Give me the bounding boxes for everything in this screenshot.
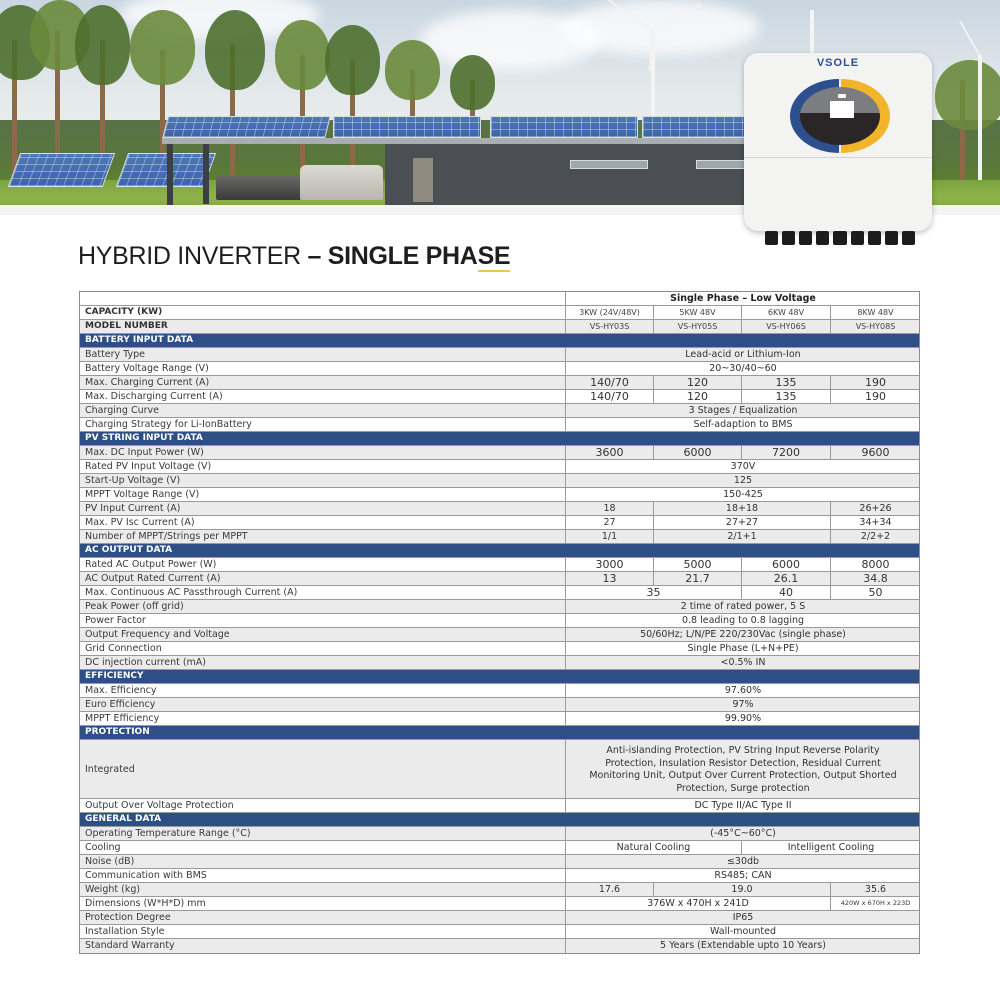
capacity-row: [80, 306, 919, 320]
wind-turbine: [978, 55, 982, 180]
inverter-panel-seam: [744, 157, 932, 158]
cell: 420W x 670H x 223D: [840, 899, 911, 907]
table-row: [80, 446, 919, 460]
cell: 18+18: [654, 502, 831, 515]
cable-gland: [885, 231, 898, 245]
table-row: [80, 362, 919, 376]
page-title: [78, 242, 510, 271]
cable-gland: [782, 231, 795, 245]
cell: 3KW (24V/48V): [566, 306, 654, 319]
cell: 9600: [861, 446, 890, 459]
table-row: [80, 897, 919, 911]
cell: 18: [566, 502, 654, 515]
cell: 17.6: [566, 883, 654, 896]
row-label: Installation Style: [80, 925, 566, 938]
cell: (-45°C~60°C): [710, 828, 776, 839]
tree-canopy: [275, 20, 330, 90]
cell: 135: [742, 376, 831, 389]
car-white-suv: [300, 165, 383, 200]
cell: 6000: [742, 558, 831, 571]
cell: 1/1: [566, 530, 654, 543]
table-row: [80, 558, 919, 572]
inverter-cable-glands: [765, 231, 915, 245]
roof-solar-panel: [490, 116, 638, 138]
cell: 190: [865, 376, 886, 389]
section-pv-string: [80, 432, 919, 446]
table-row: [80, 869, 919, 883]
cell: 190: [865, 390, 886, 403]
cell: 3 Stages / Equalization: [688, 405, 798, 416]
title-phase: SINGLE PHA: [327, 242, 478, 270]
house-door: [413, 158, 433, 202]
cell: 376W x 470H x 241D: [566, 897, 831, 910]
cell: 3600: [566, 446, 654, 459]
table-row: [80, 572, 919, 586]
row-label: Communication with BMS: [80, 869, 566, 882]
cable-gland: [765, 231, 778, 245]
row-label: Number of MPPT/Strings per MPPT: [80, 530, 566, 543]
cell: Anti-islanding Protection, PV String Input Reverse Polarity Protection, Insulation Resistor Detection, Residual Current Monitoring Unit, Output Over Current Protection, Output Shorted Protection, Surge protection: [589, 745, 897, 794]
row-label: Standard Warranty: [80, 939, 566, 953]
house-window: [696, 160, 746, 169]
cell: 135: [742, 390, 831, 403]
cable-gland: [868, 231, 881, 245]
row-label: Battery Voltage Range (V): [80, 362, 566, 375]
title-product: HYBRID INVERTER: [78, 242, 301, 270]
row-label: MODEL NUMBER: [80, 320, 566, 333]
tree-canopy: [935, 60, 1000, 130]
row-label: Output Over Voltage Protection: [80, 799, 566, 812]
section-ac-output: [80, 544, 919, 558]
cable-gland: [833, 231, 846, 245]
section-title: PV STRING INPUT DATA: [85, 433, 203, 443]
table-row: [80, 418, 919, 432]
header-group: Single Phase – Low Voltage: [670, 293, 816, 304]
cell: Single Phase (L+N+PE): [687, 643, 799, 654]
roof-solar-panel: [333, 116, 481, 138]
cell: 26+26: [859, 503, 892, 514]
row-label: Noise (dB): [80, 855, 566, 868]
table-row: [80, 474, 919, 488]
cell: 7200: [742, 446, 831, 459]
cell: Wall-mounted: [709, 926, 777, 937]
carport-post: [167, 144, 173, 206]
row-label: Power Factor: [80, 614, 566, 627]
table-row: [80, 799, 919, 813]
cell: VS-HY08S: [855, 322, 896, 331]
cell: 370V: [730, 461, 756, 472]
cell: 5KW 48V: [654, 306, 742, 319]
table-row: [80, 348, 919, 362]
cell: 140/70: [566, 390, 654, 403]
cell: 34+34: [859, 517, 892, 528]
table-row: [80, 925, 919, 939]
cell: 5000: [654, 558, 742, 571]
cell: 21.7: [654, 572, 742, 585]
cable-gland: [799, 231, 812, 245]
cable-gland: [902, 231, 915, 245]
section-title: EFFICIENCY: [85, 671, 144, 681]
car-dark: [216, 175, 301, 200]
row-label: Max. Discharging Current (A): [80, 390, 566, 403]
title-phase-underlined: SE: [477, 242, 511, 270]
row-label: Charging Strategy for Li-IonBattery: [80, 418, 566, 431]
cell: 150-425: [723, 489, 763, 500]
cell: ≤30db: [726, 856, 760, 867]
section-protection: [80, 726, 919, 740]
table-row: [80, 530, 919, 544]
tree-canopy: [75, 5, 130, 85]
brand-logo: VSOLE: [816, 57, 860, 69]
cell: 5 Years (Extendable upto 10 Years): [660, 940, 826, 951]
ground-solar-panel: [8, 153, 115, 187]
table-row: [80, 600, 919, 614]
table-row: [80, 883, 919, 897]
row-label: Euro Efficiency: [80, 698, 566, 711]
cable-gland: [851, 231, 864, 245]
row-label: Charging Curve: [80, 404, 566, 417]
cell: 120: [654, 376, 742, 389]
house: [385, 144, 745, 206]
cell: 27+27: [654, 516, 831, 529]
cell: 2/1+1: [654, 530, 831, 543]
row-label: Cooling: [80, 841, 566, 854]
table-row: [80, 911, 919, 925]
table-row: [80, 642, 919, 656]
model-row: [80, 320, 919, 334]
table-row: [80, 740, 919, 799]
cell: 3000: [566, 558, 654, 571]
row-label: Rated PV Input Voltage (V): [80, 460, 566, 473]
cell: 6KW 48V: [742, 306, 831, 319]
cell: 50: [868, 586, 883, 599]
cell: 6000: [654, 446, 742, 459]
row-label: Operating Temperature Range (°C): [80, 827, 566, 840]
table-row: [80, 614, 919, 628]
row-label: Output Frequency and Voltage: [80, 628, 566, 641]
row-label: Max. DC Input Power (W): [80, 446, 566, 459]
table-row: [80, 502, 919, 516]
row-label: Max. PV Isc Current (A): [80, 516, 566, 529]
cell: 40: [742, 586, 831, 599]
cell: 140/70: [566, 376, 654, 389]
cell: Self-adaption to BMS: [693, 419, 793, 430]
row-label: Weight (kg): [80, 883, 566, 896]
cell: IP65: [732, 912, 754, 923]
table-row: [80, 855, 919, 869]
cell: 20~30/40~60: [709, 363, 777, 374]
row-label: AC Output Rated Current (A): [80, 572, 566, 585]
table-row: [80, 460, 919, 474]
cell: 50/60Hz; L/N/PE 220/230Vac (single phase): [640, 629, 846, 640]
row-label: PV Input Current (A): [80, 502, 566, 515]
roof-solar-panel: [642, 116, 752, 138]
row-label: Rated AC Output Power (W): [80, 558, 566, 571]
hybrid-inverter-product: [744, 53, 932, 231]
row-label: Max. Efficiency: [80, 684, 566, 697]
cell: 97%: [732, 699, 754, 710]
header-blank: [80, 292, 566, 305]
cell: 35: [566, 586, 742, 599]
row-label: Protection Degree: [80, 911, 566, 924]
table-row: [80, 827, 919, 841]
spec-table: [79, 291, 920, 954]
section-title: BATTERY INPUT DATA: [85, 335, 194, 345]
cell: 8KW 48V: [857, 308, 894, 317]
row-label: Grid Connection: [80, 642, 566, 655]
section-title: AC OUTPUT DATA: [85, 545, 173, 555]
cell: 27: [566, 516, 654, 529]
section-title: PROTECTION: [85, 727, 150, 737]
cell: 2 time of rated power, 5 S: [680, 601, 806, 612]
table-row: [80, 586, 919, 600]
cell: 0.8 leading to 0.8 lagging: [681, 615, 805, 626]
cell: RS485; CAN: [714, 870, 772, 881]
row-label: MPPT Voltage Range (V): [80, 488, 566, 501]
house-window: [570, 160, 648, 169]
indicator-led: [838, 94, 846, 98]
cell: 26.1: [742, 572, 831, 585]
title-dash: –: [300, 242, 328, 270]
table-row: [80, 939, 919, 953]
cell: 35.6: [864, 884, 887, 895]
cable-gland: [816, 231, 829, 245]
cell: 34.8: [863, 572, 888, 585]
inverter-display-panel: [800, 87, 880, 145]
table-row: [80, 684, 919, 698]
row-label: Integrated: [80, 740, 566, 798]
row-label: Peak Power (off grid): [80, 600, 566, 613]
table-row: [80, 488, 919, 502]
cell: Lead-acid or Lithium-Ion: [685, 349, 801, 360]
roof-solar-panel: [162, 116, 330, 138]
table-row: [80, 376, 919, 390]
tree-canopy: [385, 40, 440, 100]
row-label: Start-Up Voltage (V): [80, 474, 566, 487]
table-row: [80, 516, 919, 530]
table-row: [80, 841, 919, 855]
cell: VS-HY05S: [654, 320, 742, 333]
section-general: [80, 813, 919, 827]
cell: 13: [566, 572, 654, 585]
tree-canopy: [450, 55, 495, 110]
cell: VS-HY03S: [566, 320, 654, 333]
cell: 125: [733, 475, 753, 486]
section-battery: [80, 334, 919, 348]
row-label: Dimensions (W*H*D) mm: [80, 897, 566, 910]
cell: Intelligent Cooling: [787, 842, 875, 853]
cell: 99.90%: [724, 713, 762, 724]
row-label: Max. Charging Current (A): [80, 376, 566, 389]
cell: 8000: [861, 558, 890, 571]
row-label: Battery Type: [80, 348, 566, 361]
tree-canopy: [130, 10, 195, 85]
cell: <0.5% IN: [720, 657, 766, 668]
table-row: [80, 656, 919, 670]
row-label: DC injection current (mA): [80, 656, 566, 669]
carport-post: [203, 144, 209, 204]
table-row: [80, 628, 919, 642]
cell: VS-HY06S: [742, 320, 831, 333]
table-row: [80, 698, 919, 712]
table-row: [80, 404, 919, 418]
table-row: [80, 712, 919, 726]
cell: Natural Cooling: [566, 841, 742, 854]
tree-canopy: [205, 10, 265, 90]
table-header-row: [80, 292, 919, 306]
cell: 19.0: [654, 883, 831, 896]
ground-solar-panel: [116, 153, 216, 187]
table-row: [80, 390, 919, 404]
cell: 2/2+2: [860, 531, 891, 542]
section-title: GENERAL DATA: [85, 814, 162, 824]
turbine-blade: [959, 21, 981, 57]
cell: 97.60%: [724, 685, 762, 696]
row-label: CAPACITY (KW): [80, 306, 566, 319]
section-efficiency: [80, 670, 919, 684]
row-label: MPPT Efficiency: [80, 712, 566, 725]
cell: 120: [654, 390, 742, 403]
tree-canopy: [325, 25, 380, 95]
cell: DC Type II/AC Type II: [694, 800, 792, 811]
row-label: Max. Continuous AC Passthrough Current (A): [80, 586, 566, 599]
lcd-screen: [830, 101, 854, 118]
